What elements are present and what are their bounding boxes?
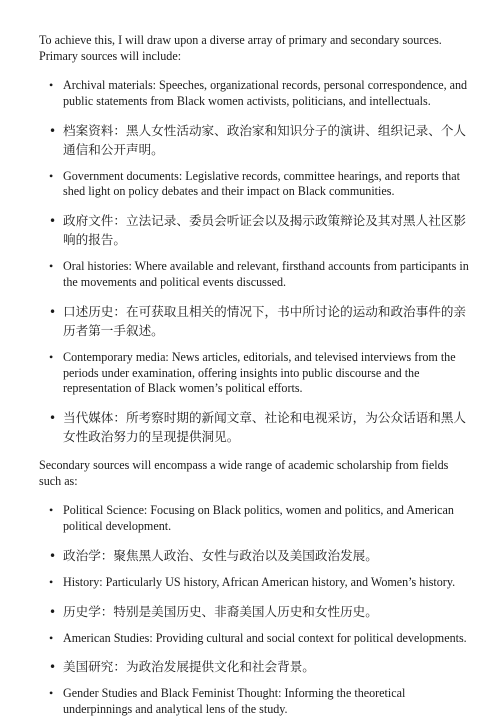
list-item: [39, 503, 469, 535]
secondary-sources-list: [39, 503, 469, 718]
list-item-text: Gender Studies and Black Feminist Thought: Informing the theoretical underpinnings and analytical lens of the study.: [63, 686, 406, 717]
list-item: [39, 121, 469, 159]
list-item-text: Contemporary media: News articles, editorials, and televised interviews from the periods under examination, offering insights into public discourse and the representation of Black women’s political efforts.: [63, 349, 456, 396]
bullet-icon: •: [49, 548, 57, 563]
bullet-icon: •: [49, 503, 54, 518]
list-item: [39, 546, 469, 565]
list-item-text: 历史学：特别是美国历史、非裔美国人历史和女性历史。: [63, 603, 378, 619]
list-item: [39, 602, 469, 621]
bullet-icon: •: [49, 78, 54, 92]
bullet-icon: •: [49, 259, 54, 274]
document-page: [39, 32, 469, 718]
bullet-icon: •: [49, 411, 57, 426]
list-item-text: 政府文件：立法记录、委员会听证会以及揭示政策辩论及其对黑人社区影响的报告。: [63, 213, 466, 248]
bullet-icon: •: [49, 304, 57, 319]
list-item: [39, 78, 469, 110]
list-item-text: Political Science: Focusing on Black politics, women and politics, and American political development.: [63, 503, 454, 533]
primary-sources-list: [39, 78, 469, 446]
bullet-icon: •: [49, 574, 54, 589]
list-item: [39, 169, 469, 201]
list-item: [39, 657, 469, 676]
secondary-intro-paragraph: Secondary sources will encompass a wide range of academic scholarship from fields such as:: [39, 458, 449, 489]
list-item-text: Government documents: Legislative records, committee hearings, and reports that shed light on policy debates and their impact on Black communities.: [63, 168, 460, 199]
list-item-text: American Studies: Providing cultural and social context for political developments.: [63, 630, 467, 645]
list-item-text: History: Particularly US history, African American history, and Women’s history.: [63, 574, 456, 589]
list-item: [39, 686, 469, 718]
list-item-text: 口述历史：在可获取且相关的情况下，书中所讨论的运动和政治事件的亲历者第一手叙述。: [63, 303, 466, 338]
list-item: [39, 631, 469, 647]
list-item: [39, 408, 469, 446]
bullet-icon: •: [49, 630, 54, 645]
bullet-icon: •: [49, 686, 54, 701]
list-item: [39, 259, 469, 291]
list-item-text: Archival materials: Speeches, organizational records, personal correspondence, and public statements from Black women activists, politicians, and intellectuals.: [63, 78, 468, 108]
list-item: [39, 575, 469, 591]
bullet-icon: •: [49, 214, 57, 229]
bullet-icon: •: [49, 168, 54, 183]
list-item: [39, 350, 469, 397]
intro-paragraph: To achieve this, I will draw upon a diverse array of primary and secondary sources. Primary sources will include:: [39, 33, 442, 63]
list-item-text: Oral histories: Where available and relevant, firsthand accounts from participants in the movements and political events discussed.: [63, 259, 469, 289]
bullet-icon: •: [49, 123, 57, 138]
list-item-text: 当代媒体：所考察时期的新闻文章、社论和电视采访，为公众话语和黑人女性政治努力的呈现提供洞见。: [63, 410, 466, 445]
list-item-text: 政治学：聚焦黑人政治、女性与政治以及美国政治发展。: [63, 547, 378, 563]
list-item: [39, 302, 469, 340]
bullet-icon: •: [49, 660, 57, 675]
list-item: [39, 211, 469, 249]
list-item-text: 美国研究：为政治发展提供文化和社会背景。: [63, 659, 315, 675]
list-item-text: 档案资料：黑人女性活动家、政治家和知识分子的演讲、组织记录、个人通信和公开声明。: [63, 122, 466, 157]
bullet-icon: •: [49, 604, 57, 619]
bullet-icon: •: [49, 349, 54, 364]
